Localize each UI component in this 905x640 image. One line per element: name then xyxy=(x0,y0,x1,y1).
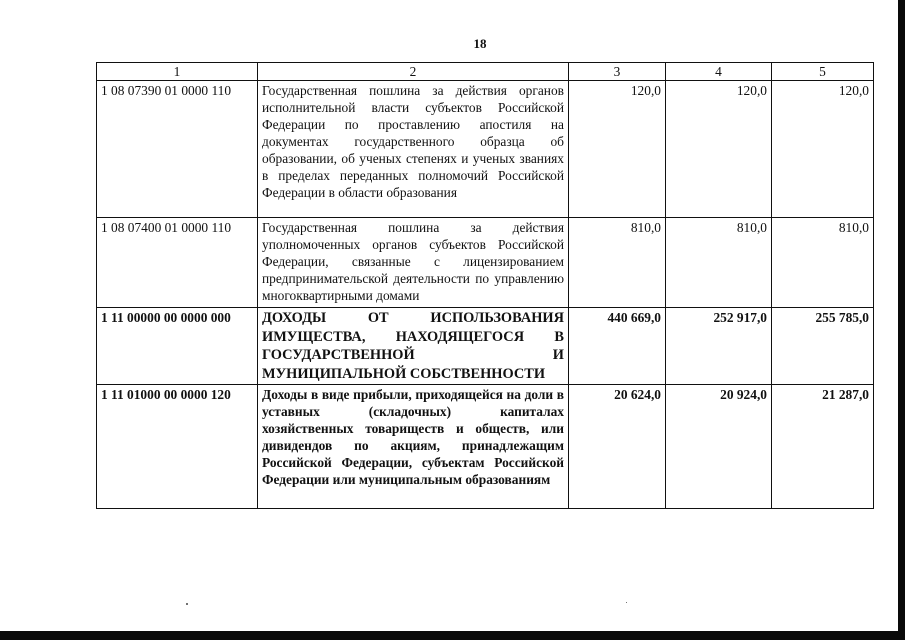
column-header-5: 5 xyxy=(772,63,874,81)
amount-col3-cell: 810,0 xyxy=(569,218,666,308)
revenue-name-cell: Доходы в виде прибыли, приходящейся на доли в уставных (складочных) капиталах хозяйственных товариществ и обществ, или дивидендов по акциям, принадлежащим Российской Федерации, субъектам Российской Федерации или муниципальным образованиям xyxy=(258,385,569,509)
revenue-name-cell: Государственная пошлина за действия органов исполнительной власти субъектов Российской Федерации по проставлению апостиля на документах государственного образца об образовании, об ученых степенях и ученых званиях в пределах переданных полномочий Российской Федерации в области образования xyxy=(258,81,569,218)
table-row xyxy=(97,385,874,509)
table-row xyxy=(97,81,874,218)
column-header-3: 3 xyxy=(569,63,666,81)
amount-col5-cell: 21 287,0 xyxy=(772,385,874,509)
scan-speck xyxy=(626,602,627,603)
amount-col5-cell: 810,0 xyxy=(772,218,874,308)
table-row xyxy=(97,308,874,385)
amount-col5-cell: 255 785,0 xyxy=(772,308,874,385)
amount-col4-cell: 20 924,0 xyxy=(666,385,772,509)
budget-code-cell: 1 08 07390 01 0000 110 xyxy=(97,81,258,218)
budget-code-cell: 1 11 00000 00 0000 000 xyxy=(97,308,258,385)
amount-col3-cell: 120,0 xyxy=(569,81,666,218)
table-row xyxy=(97,218,874,308)
amount-col5-cell: 120,0 xyxy=(772,81,874,218)
amount-col4-cell: 120,0 xyxy=(666,81,772,218)
amount-col4-cell: 810,0 xyxy=(666,218,772,308)
amount-col4-cell: 252 917,0 xyxy=(666,308,772,385)
column-header-4: 4 xyxy=(666,63,772,81)
budget-code-cell: 1 08 07400 01 0000 110 xyxy=(97,218,258,308)
scan-border-right xyxy=(898,0,905,640)
amount-col3-cell: 440 669,0 xyxy=(569,308,666,385)
page-number: 18 xyxy=(473,36,487,51)
revenue-table xyxy=(96,62,874,509)
revenue-name-cell: ДОХОДЫ ОТ ИСПОЛЬЗОВАНИЯ ИМУЩЕСТВА, НАХОДЯЩЕГОСЯ В ГОСУДАРСТВЕННОЙ И МУНИЦИПАЛЬНОЙ СОБСТВЕННОСТИ xyxy=(258,308,569,385)
revenue-name-cell: Государственная пошлина за действия уполномоченных органов субъектов Российской Федерации, связанные с лицензированием предпринимательской деятельности по управлению многоквартирными домами xyxy=(258,218,569,308)
column-header-2: 2 xyxy=(258,63,569,81)
amount-col3-cell: 20 624,0 xyxy=(569,385,666,509)
budget-code-cell: 1 11 01000 00 0000 120 xyxy=(97,385,258,509)
header-row xyxy=(97,63,874,81)
scan-speck xyxy=(186,603,188,605)
scan-border-bottom xyxy=(0,631,905,640)
column-header-1: 1 xyxy=(97,63,258,81)
